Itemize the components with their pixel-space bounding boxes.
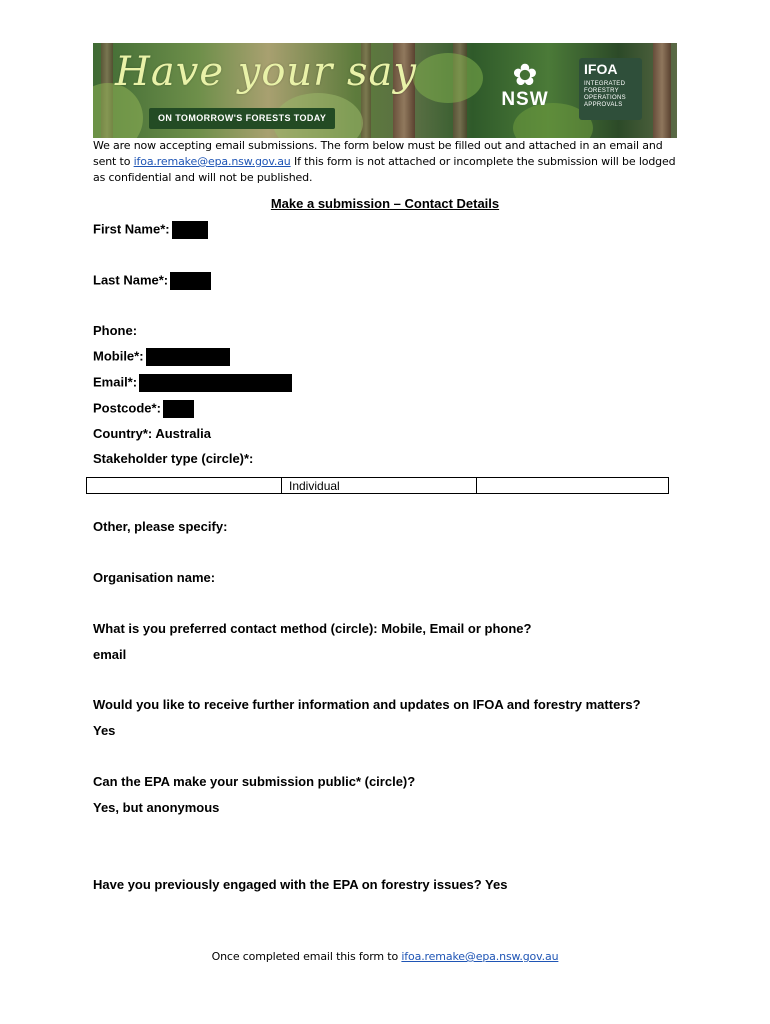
table-row: [87, 478, 669, 494]
banner-title: Have your say: [115, 49, 417, 95]
form-heading: Make a submission – Contact Details: [270, 196, 500, 211]
mobile-redacted: [146, 348, 230, 366]
mobile-label: Mobile*:: [93, 348, 144, 364]
updates-answer: Yes: [93, 723, 116, 738]
email-redacted: [139, 374, 292, 392]
intro-email-link[interactable]: ifoa.remake@epa.nsw.gov.au: [133, 155, 291, 168]
phone-label: Phone:: [93, 323, 138, 338]
postcode-field: [93, 400, 194, 418]
footer-note: [0, 950, 770, 963]
first-name-field: [93, 221, 208, 239]
contact-method-question: What is you preferred contact method (circle): Mobile, Email or phone?: [93, 621, 532, 636]
email-label: Email*:: [93, 374, 138, 390]
country-label: Country*: Australia: [93, 426, 211, 441]
intro-paragraph: [93, 138, 683, 186]
public-question: Can the EPA make your submission public* (circle)?: [93, 774, 416, 789]
stakeholder-option[interactable]: [477, 478, 669, 494]
stakeholder-label: Stakeholder type (circle)*:: [93, 451, 254, 466]
footer-text: Once completed email this form to: [211, 950, 402, 963]
contact-method-answer: email: [93, 647, 127, 662]
last-name-field: [93, 272, 211, 290]
banner-image: [93, 43, 677, 138]
mobile-field: [93, 348, 230, 366]
stakeholder-table: [86, 477, 669, 494]
ifoa-logo-subtitle: INTEGRATED FORESTRY OPERATIONS APPROVALS: [584, 81, 626, 108]
organisation-label: Organisation name:: [93, 570, 216, 585]
other-specify-label: Other, please specify:: [93, 519, 228, 534]
intro-text-before: We are now accepting email submissions. The form below must be filled out and attached in an email and sent to: [93, 139, 663, 168]
updates-question: Would you like to receive further information and updates on IFOA and forestry matters?: [93, 697, 641, 712]
banner-tagline: ON TOMORROW'S FORESTS TODAY: [149, 108, 335, 129]
postcode-redacted: [163, 400, 194, 418]
waratah-icon: ✿: [512, 59, 538, 92]
ifoa-logo: [579, 58, 642, 120]
public-answer: Yes, but anonymous: [93, 800, 220, 815]
postcode-label: Postcode*:: [93, 400, 161, 416]
stakeholder-option[interactable]: [87, 478, 282, 494]
first-name-redacted: [172, 221, 208, 239]
nsw-logo-text: NSW: [501, 89, 549, 110]
email-field: [93, 374, 292, 392]
last-name-redacted: [170, 272, 211, 290]
first-name-label: First Name*:: [93, 221, 170, 237]
nsw-logo: [493, 61, 557, 109]
stakeholder-option[interactable]: Individual: [282, 478, 477, 494]
engaged-question: Have you previously engaged with the EPA on forestry issues? Yes: [93, 877, 508, 892]
last-name-label: Last Name*:: [93, 272, 169, 288]
footer-email-link[interactable]: ifoa.remake@epa.nsw.gov.au: [401, 950, 559, 963]
intro-text-after: If this form is not attached or incomplete the submission will be lodged as confidential and will not be published.: [93, 155, 676, 184]
ifoa-logo-title: IFOA: [584, 61, 618, 77]
